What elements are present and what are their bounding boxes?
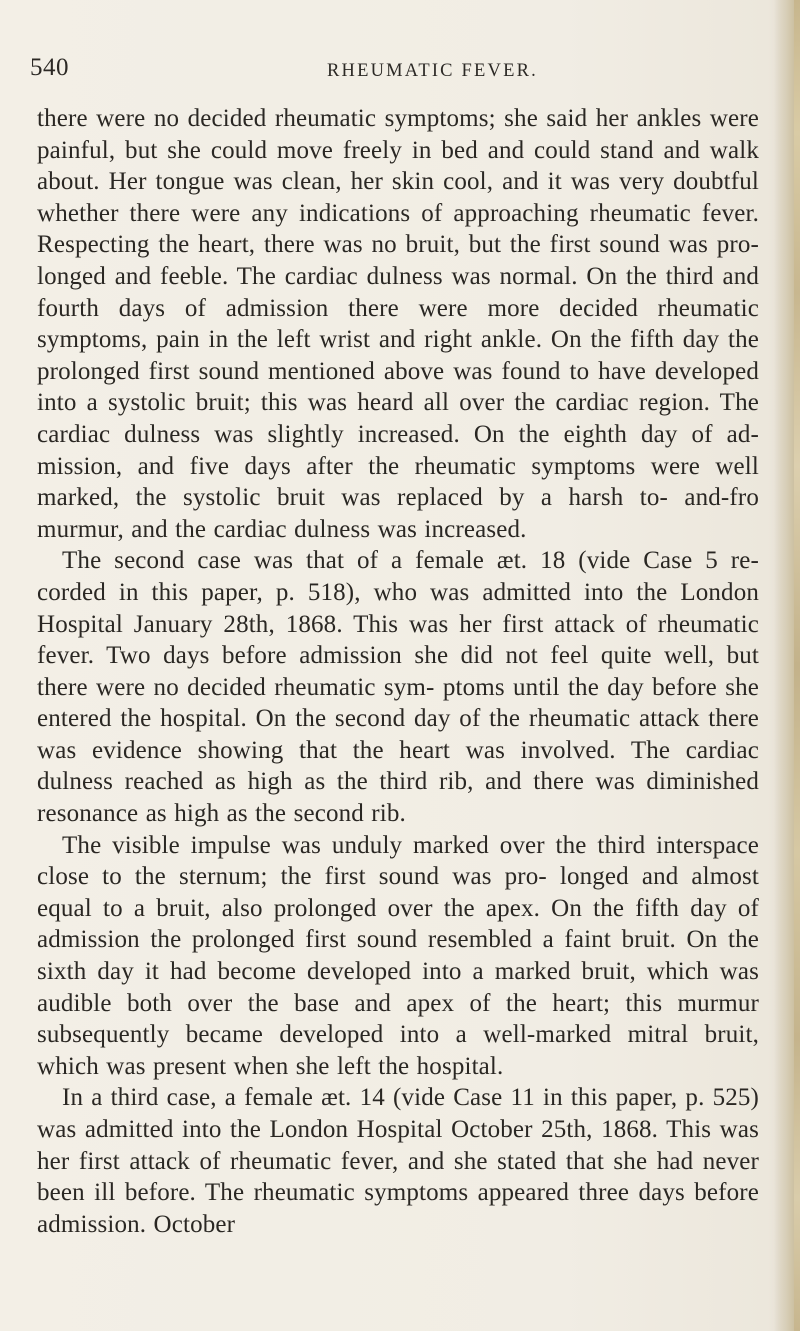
paragraph-1: there were no decided rheumatic symptoms; she said her ankles were painful, but she could move freely in bed and could stand and walk about. Her tongue was clean, her skin cool, and it was very doubtful whether there were any indications of approaching rheumatic fever. Respecting the heart, there was no bruit, but the first sound was pro- longed and feeble. The cardiac dulness was normal. On the third and fourth days of admission there were more decided rheumatic symptoms, pain in the left wrist and right ankle. On the fifth day the prolonged first sound mentioned above was found to have developed into a systolic bruit; this was heard all over the cardiac region. The cardiac dulness was slightly increased. On the eighth day of ad- mission, and five days after the rheumatic symptoms were well marked, the systolic bruit was replaced by a harsh to- and-fro murmur, and the cardiac dulness was increased. xyxy=(37,105,759,543)
body-text xyxy=(37,103,759,1240)
paragraph-3: The visible impulse was unduly marked over the third interspace close to the sternum; the first sound was pro- longed and almost equal to a bruit, also prolonged over the apex. On the fifth day of admission the prolonged first sound resembled a faint bruit. On the sixth day it had become developed into a marked bruit, which was audible both over the base and apex of the heart; this murmur subsequently became developed into a well-marked mitral bruit, which was present when she left the hospital. xyxy=(37,831,759,1080)
paragraph-2: The second case was that of a female æt. 18 (vide Case 5 re- corded in this paper, p. 518), who was admitted into the London Hospital January 28th, 1868. This was her first attack of rheumatic fever. Two days before admission she did not feel quite well, but there were no decided rheumatic sym- ptoms until the day before she entered the hospital. On the second day of the rheumatic attack there was evidence showing that the heart was involved. The cardiac dulness reached as high as the third rib, and there was diminished resonance as high as the second rib. xyxy=(37,547,759,828)
page-number: 540 xyxy=(30,54,69,81)
running-head: RHEUMATIC FEVER. xyxy=(327,61,538,81)
page-edge xyxy=(774,0,800,1331)
paragraph-4: In a third case, a female æt. 14 (vide Case 11 in this paper, p. 525) was admitted into the London Hospital October 25th, 1868. This was her first attack of rheumatic fever, and she stated that she had never been ill before. The rheumatic symptoms appeared three days before admission. October xyxy=(37,1084,759,1238)
